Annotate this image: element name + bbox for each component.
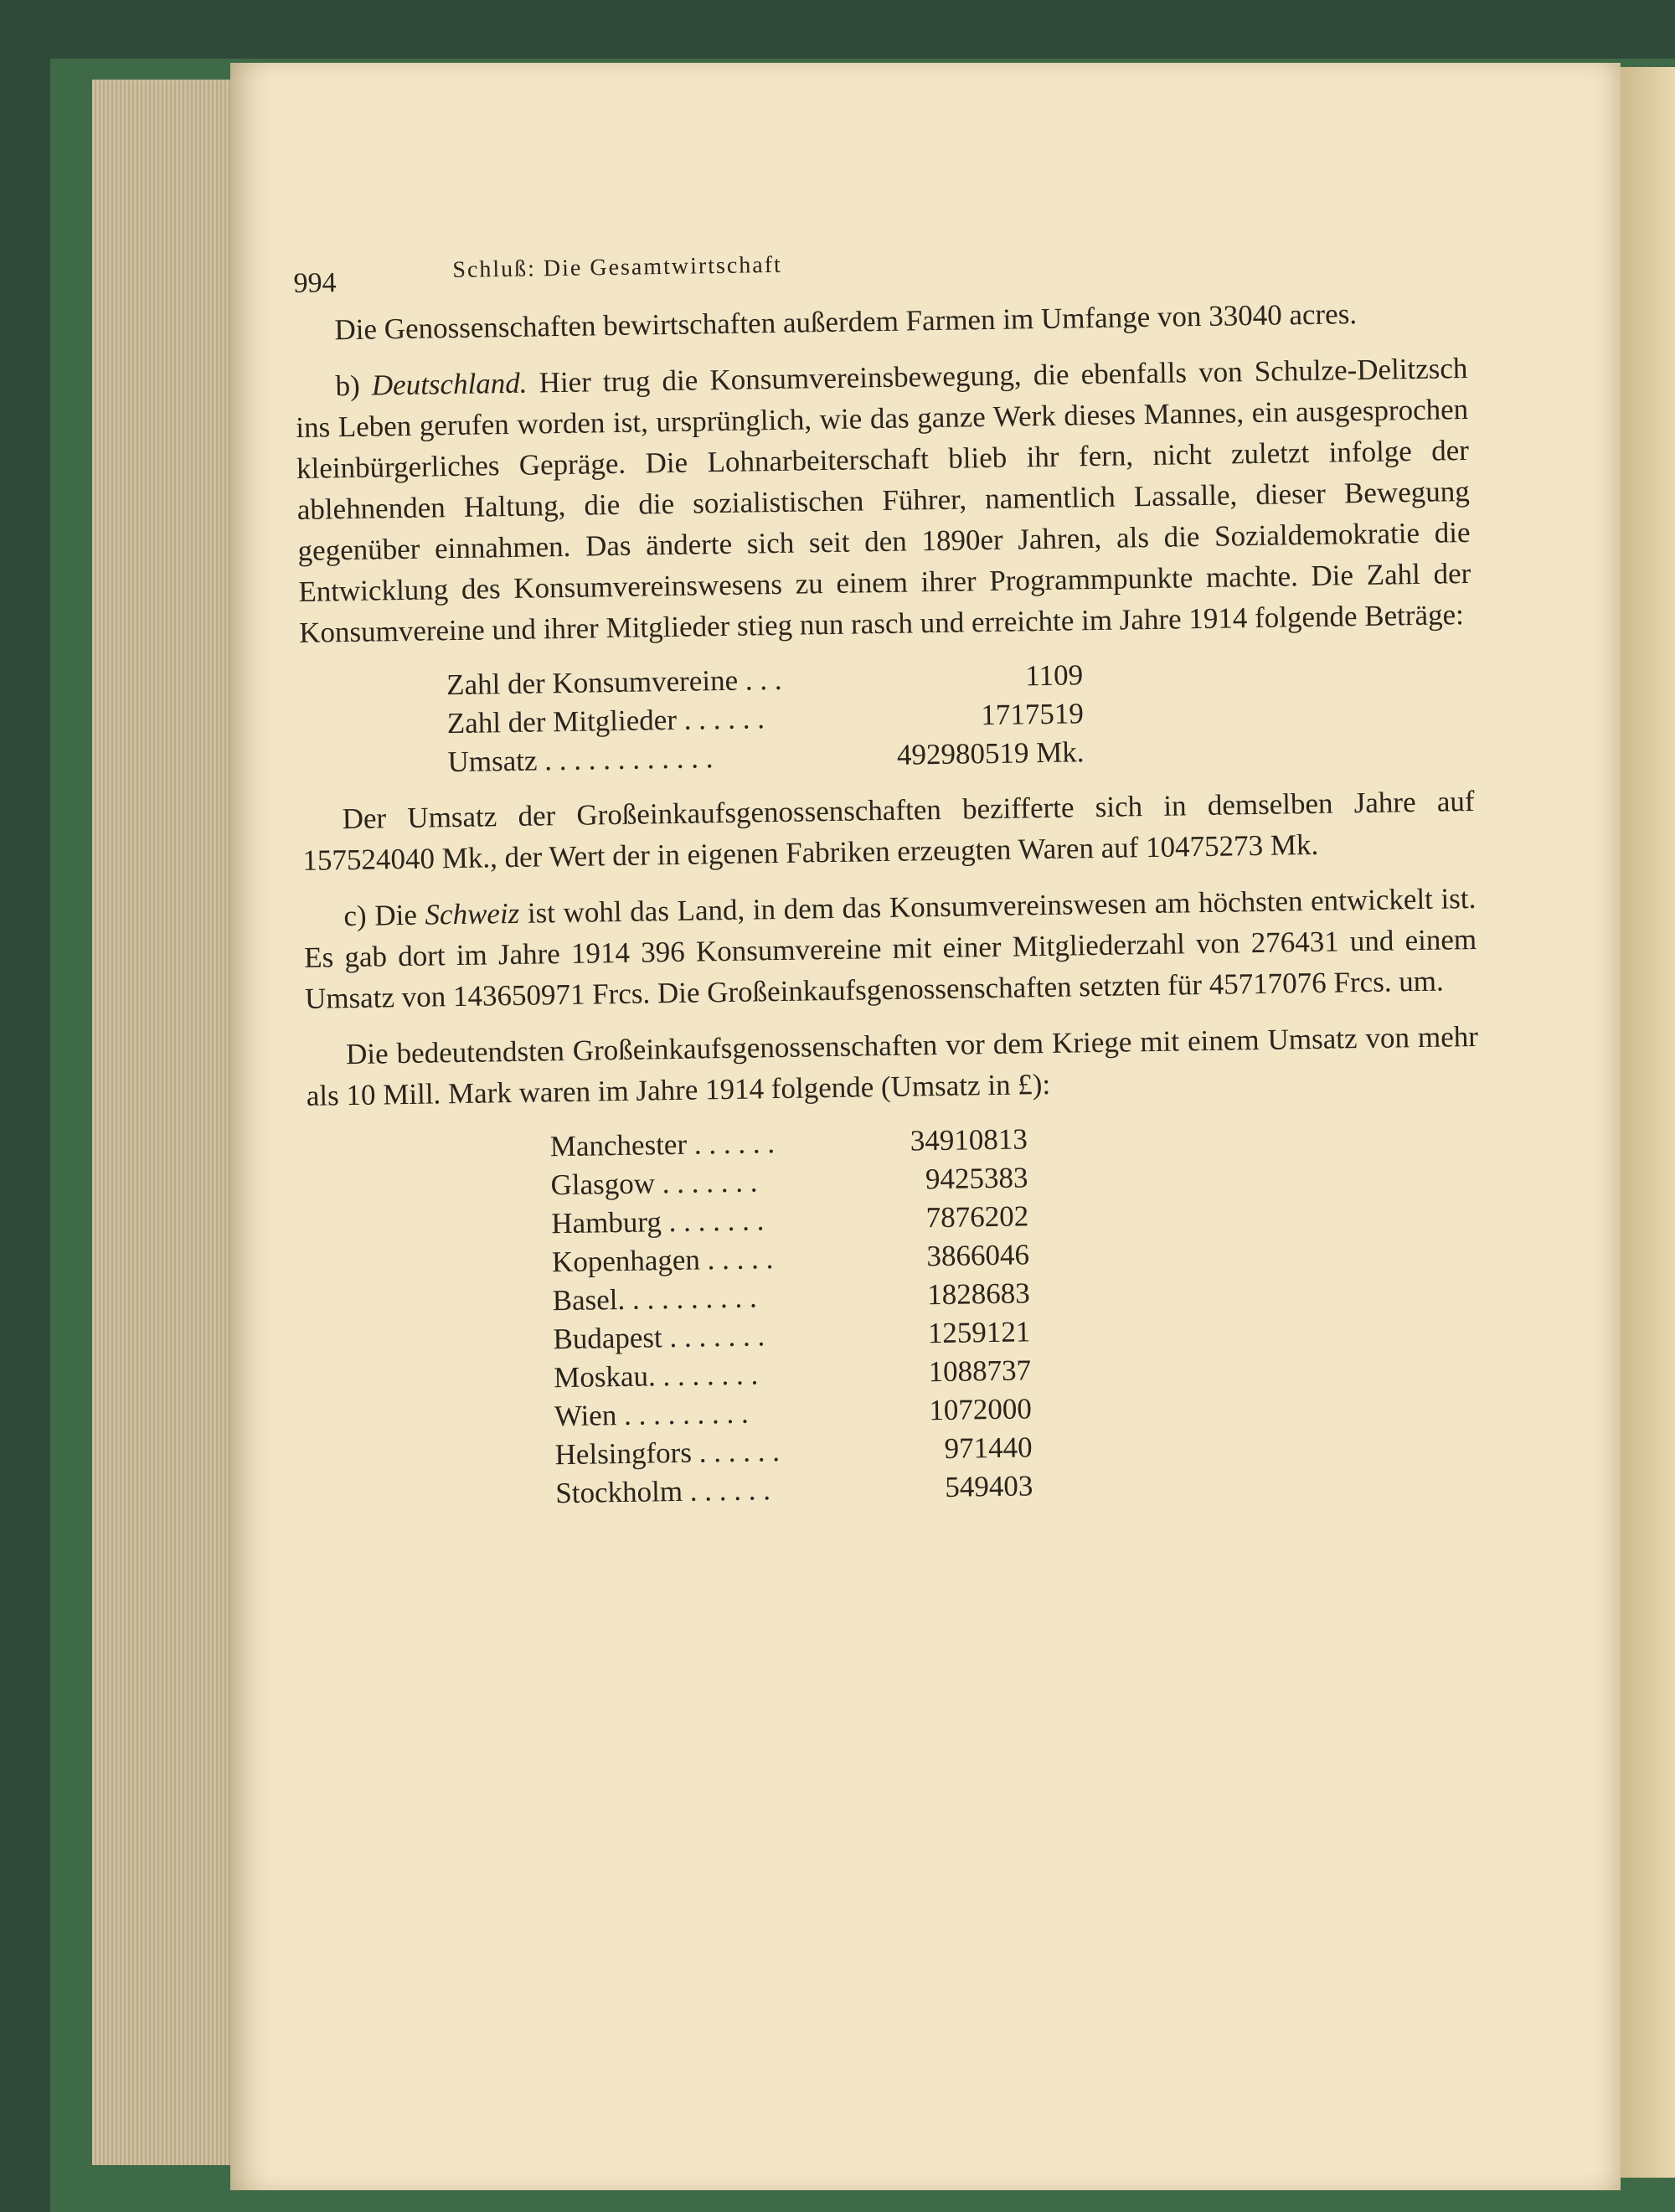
row-value: 9425383 [925,1161,1028,1196]
germany-heading: Deutschland. [371,366,528,402]
row-label: Basel. . . . . . . . . . [552,1281,758,1317]
row-value: 492980519 Mk. [896,735,1085,771]
row-label: Zahl der Konsumvereine . . . [446,663,782,702]
row-value: 1828683 [926,1276,1030,1312]
row-label: Umsatz . . . . . . . . . . . . [447,741,714,779]
paragraph-wholesale-germany: Der Umsatz der Großeinkaufsgenossenschaften bezifferte sich in demselben Jahre auf 157524040 Mk., der Wert der in eigenen Fabriken erzeugten Waren auf 10475273 Mk. [302,784,1475,877]
paragraph-farms: Die Genossenschaften bewirtschaften außerdem Farmen im Umfange von 33040 acres. [334,297,1358,347]
row-value: 34910813 [910,1122,1028,1158]
germany-text: Hier trug die Konsumvereinsbewegung, die ebenfalls von Schulze-Delitzsch ins Leben gerufen worden ist, ursprünglich, wie das ganze Werk dieses Mannes, ein ausgesprochen kleinbürgerliches Gepräge. Die Lohnarbeiterschaft blieb ihr fern, nicht zuletzt infolge der ablehnenden Haltung, die die sozialistischen Führer, namentlich Lassalle, dieser Bewegung gegenüber einnahmen. Das änderte sich seit den 1890er Jahren, als die Sozialdemokratie die Entwicklung des Konsumvereinswesens zu einem ihrer Programmpunkte machte. Die Zahl der Konsumvereine und ihrer Mitglieder stieg nun rasch und erreichte im Jahre 1914 folgende Beträge: [296,351,1471,649]
paragraph-switzerland [303,878,1477,1019]
row-value: 7876202 [925,1199,1029,1235]
row-value: 1259121 [927,1315,1031,1350]
row-label: Hamburg . . . . . . . [550,1204,765,1240]
row-label: Manchester . . . . . . [549,1127,776,1163]
switzerland-heading: Schweiz [425,896,520,931]
row-label: Stockholm . . . . . . [555,1473,771,1510]
next-page-edge [1621,67,1675,2178]
switzerland-text: ist wohl das Land, in dem das Konsumvereinswesen am höchsten entwickelt ist. Es gab dort im Jahre 1914 396 Konsumvereine mit einer Mitgliederzahl von 276431 und einem Umsatz von 143650971 Frcs. Die Großeinkaufsgenossenschaften setzten für 45717076 Frcs. um. [303,881,1477,1015]
row-value: 1109 [1025,658,1084,693]
row-value: 971440 [944,1431,1033,1465]
page-number: 994 [293,267,337,299]
paragraph-wholesale-intro: Die bedeutendsten Großeinkaufsgenossenschaften vor dem Kriege mit einem Umsatz von mehr als 10 Mill. Mark waren im Jahre 1914 folgende (Umsatz in £): [306,1019,1479,1112]
paragraph-germany [295,348,1471,653]
row-label: Helsingfors . . . . . . [554,1435,781,1472]
row-value: 549403 [944,1469,1033,1503]
row-value: 1717519 [980,697,1085,732]
germany-prefix: b) [335,369,373,403]
row-label: Zahl der Mitglieder . . . . . . [446,702,765,740]
row-label: Moskau. . . . . . . . [553,1358,759,1395]
row-value: 1072000 [929,1392,1033,1427]
page-content [293,233,1486,1532]
germany-table [446,650,1474,781]
row-label: Glasgow . . . . . . . [550,1165,758,1202]
wholesale-table [549,1113,1485,1513]
row-value: 1088737 [928,1353,1032,1389]
row-label: Kopenhagen . . . . . [551,1242,774,1279]
row-label: Wien . . . . . . . . . [554,1396,750,1433]
row-value: 3866046 [926,1238,1030,1273]
switzerland-prefix: c) Die [343,898,425,933]
running-title: Schluß: Die Gesamtwirtschaft [452,251,783,284]
page-edges [92,80,234,2165]
row-label: Budapest . . . . . . . [553,1319,765,1356]
